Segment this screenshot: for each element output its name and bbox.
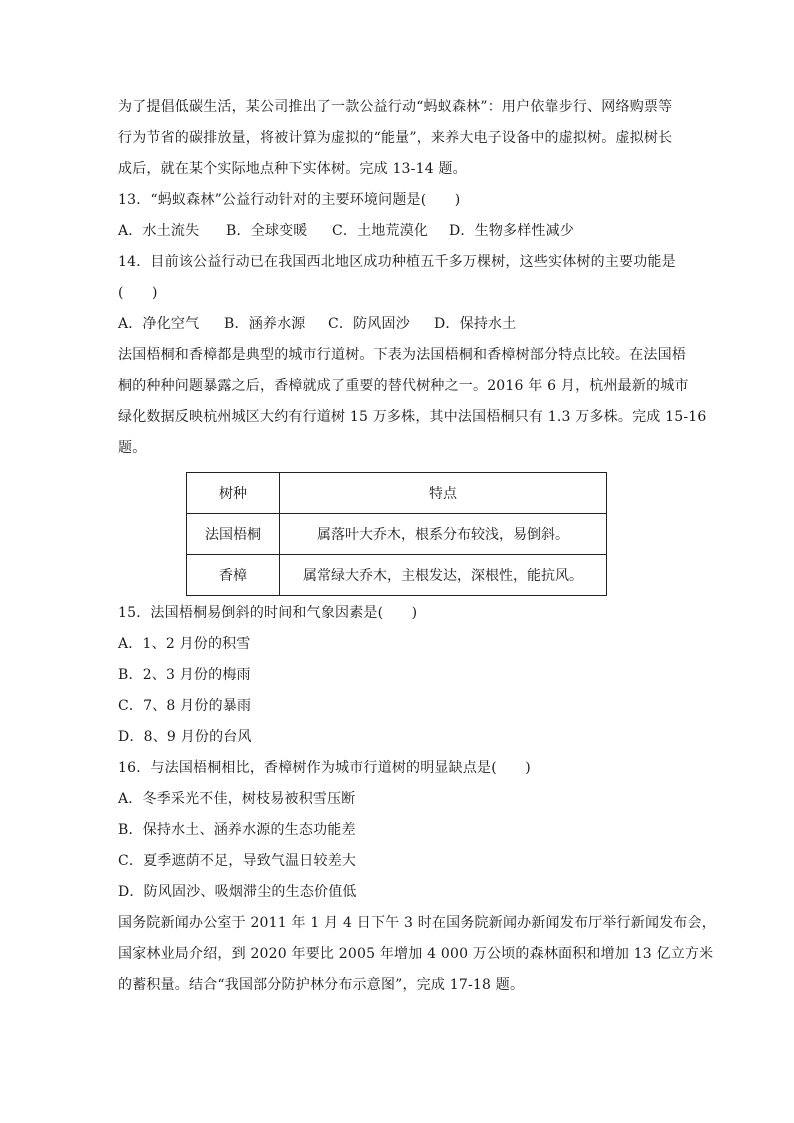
question-stem: 15．法国梧桐易倒斜的时间和气象因素是( ) [118, 605, 418, 621]
option-a: A．冬季采光不佳，树枝易被积雪压断 [118, 791, 356, 807]
passage-line: 法国梧桐和香樟都是典型的城市行道树。下表为法国梧桐和香樟树部分特点比较。在法国梧 [118, 347, 686, 363]
option-c: C．防风固沙 [328, 316, 410, 332]
question-stem: 13．“蚂蚁森林”公益行动针对的主要环境问题是( ) [118, 192, 461, 208]
option-c: C．土地荒漠化 [332, 223, 429, 239]
question-16 [118, 753, 678, 908]
table-cell: 法国梧桐 [187, 514, 280, 555]
option-d: D．保持水土 [434, 316, 517, 332]
option-row [118, 309, 678, 340]
option-row [118, 216, 678, 247]
table-header: 特点 [280, 473, 607, 514]
passage-1 [118, 92, 678, 185]
option-a: A．1、2 月份的积雪 [118, 636, 251, 652]
table-cell: 香樟 [187, 555, 280, 596]
passage-line: 国务院新闻办公室于 2011 年 1 月 4 日下午 3 时在国务院新闻办新闻发布厅举行新闻发布会， [118, 915, 716, 931]
option-d: D．防风固沙、吸烟滞尘的生态价值低 [118, 884, 357, 900]
option-d: D．8、9 月份的台风 [118, 729, 252, 745]
option-a: A．水土流失 [118, 223, 200, 239]
table-cell: 属落叶大乔木，根系分布较浅，易倒斜。 [280, 514, 607, 555]
option-b: B．2、3 月份的梅雨 [118, 667, 251, 683]
tree-comparison-table [186, 472, 607, 596]
question-stem: 14．目前该公益行动已在我国西北地区成功种植五千多万棵树，这些实体树的主要功能是 [118, 254, 676, 270]
passage-line: 国家林业局介绍，到 2020 年要比 2005 年增加 4 000 万公顷的森林面积和增加 13 亿立方米 [118, 946, 714, 962]
option-a: A．净化空气 [118, 316, 200, 332]
table-row [187, 555, 607, 596]
passage-3 [118, 908, 716, 1001]
question-14 [118, 247, 678, 340]
option-c: C．7、8 月份的暴雨 [118, 698, 252, 714]
table-header-row [187, 473, 607, 514]
question-stem-continued: ( ) [118, 285, 158, 301]
table-row [187, 514, 607, 555]
passage-line: 绿化数据反映杭州城区大约有行道树 15 万多株，其中法国梧桐只有 1.3 万多株。完成 15-16 [118, 409, 707, 425]
passage-line: 桐的种种问题暴露之后，香樟就成了重要的替代树种之一。2016 年 6 月，杭州最新的城市 [118, 378, 689, 394]
option-b: B．涵养水源 [224, 316, 306, 332]
option-c: C．夏季遮荫不足，导致气温日较差大 [118, 853, 357, 869]
option-b: B．全球变暖 [226, 223, 308, 239]
passage-2 [118, 340, 707, 464]
option-b: B．保持水土、涵养水源的生态功能差 [118, 822, 356, 838]
question-15 [118, 598, 678, 753]
exam-page [118, 92, 716, 1001]
passage-line: 题。 [118, 440, 147, 456]
passage-line: 行为节省的碳排放量，将被计算为虚拟的“能量”，来养大电子设备中的虚拟树。虚拟树长 [118, 130, 673, 146]
option-d: D．生物多样性减少 [449, 223, 575, 239]
table-header: 树种 [187, 473, 280, 514]
passage-line: 的蓄积量。结合“我国部分防护林分布示意图”，完成 17-18 题。 [118, 977, 525, 993]
table-cell: 属常绿大乔木，主根发达，深根性，能抗风。 [280, 555, 607, 596]
passage-line: 为了提倡低碳生活，某公司推出了一款公益行动“蚂蚁森林”：用户依靠步行、网络购票等 [118, 99, 673, 115]
passage-line: 成后，就在某个实际地点种下实体树。完成 13-14 题。 [118, 161, 467, 177]
question-13 [118, 185, 678, 247]
question-stem: 16．与法国梧桐相比，香樟树作为城市行道树的明显缺点是( ) [118, 760, 531, 776]
